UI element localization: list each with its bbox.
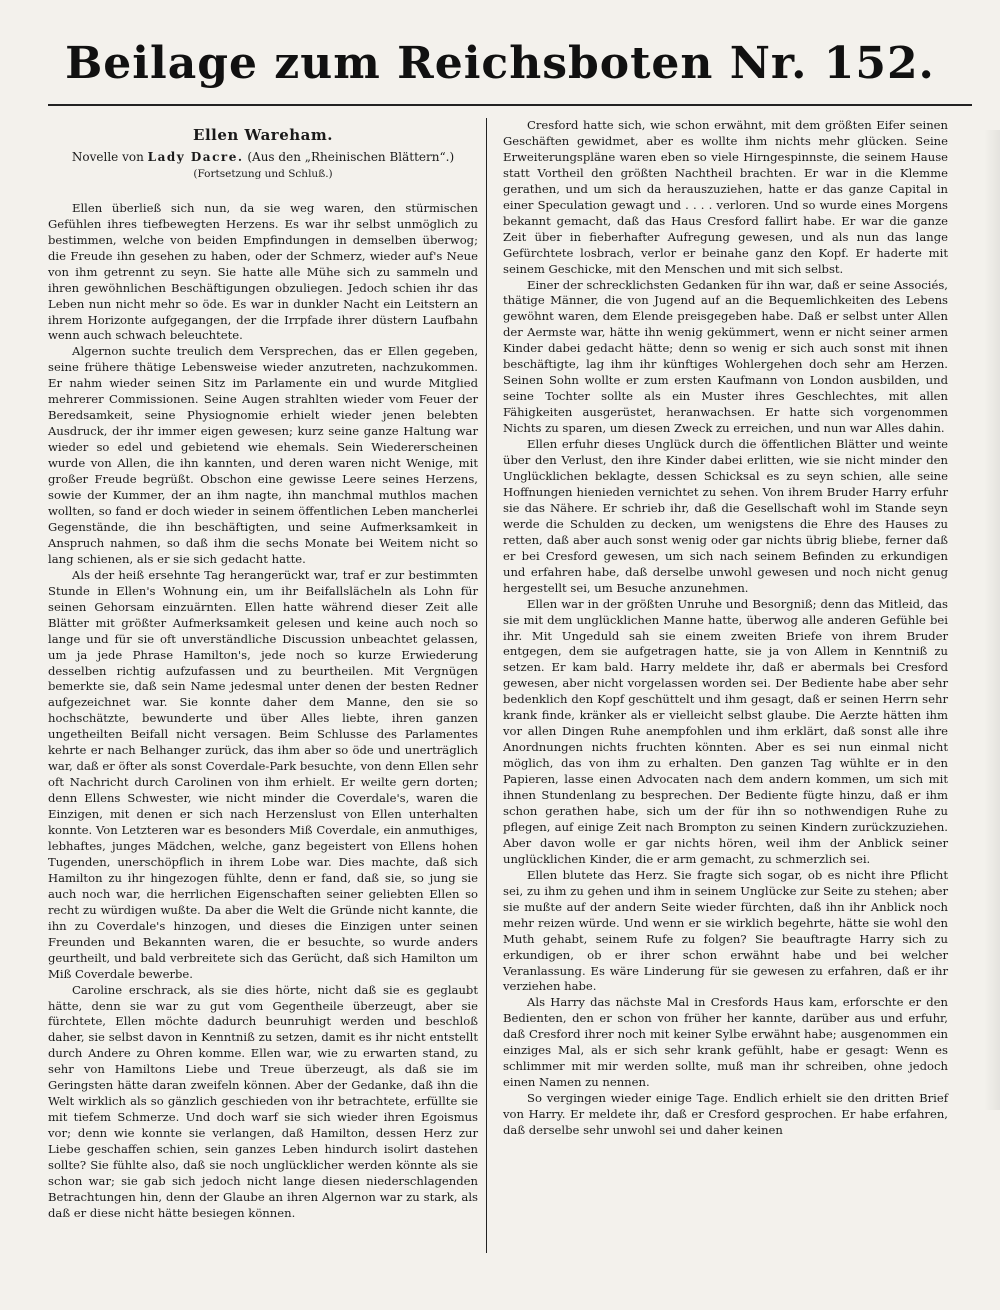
paragraph: Cresford hatte sich, wie schon erwähnt, mit dem größten Eifer seinen Geschäften gewidmet, aber es wollte ihm nichts mehr glücken. Seine Erweiterungspläne waren eben so viele Hirngespinnste, die seinem Hause statt Vortheil den größten Nachtheil brachten. Er war in die Klemme gerathen, und um sich da herauszuziehen, hatte er das ganze Capital in einer Speculation gewagt und . . . . verloren. Und so wurde eines Morgens bekannt gemacht, daß das Haus Cresford fallirt habe. Er war die ganze Zeit über in fieberhafter Aufregung gewesen, und als nun das lange Gefürchtete losbrach, verlor er beinahe ganz den Kopf. Er haderte mit seinem Geschicke, mit den Menschen und mit sich selbst. (503, 118, 948, 276)
paragraph: Caroline erschrack, als sie dies hörte, nicht daß sie es geglaubt hätte, denn sie war zu gut vom Gegentheile überzeugt, aber sie fürchtete, Ellen möchte dadurch beunruhigt werden und beschloß daher, sie selbst davon in Kenntniß zu setzen, damit es ihr nicht entstellt durch Andere zu Ohren komme. Ellen war, wie zu erwarten stand, zu sehr von Hamiltons Liebe und Treue überzeugt, als daß sie im Geringsten hätte daran zweifeln können. Aber der Gedanke, daß ihn die Welt wirklich als so gänzlich geschieden von ihr betrachtete, erfüllte sie mit tiefem Schmerze. Und doch warf sie sich wieder ihren Egoismus vor; denn wie konnte sie verlangen, daß Hamilton, dessen Herz zur Liebe geschaffen schien, sein ganzes Leben hindurch isolirt dastehen sollte? Sie fühlte also, daß sie noch unglücklicher werden könnte als sie schon war; sie gab sich jedoch nicht lange diesen niederschlagenden Betrachtungen hin, denn der Glaube an ihren Algernon war zu stark, als daß er diese nicht hätte besiegen können. (48, 982, 478, 1220)
paragraph: Einer der schrecklichsten Gedanken für ihn war, daß er seine Associés, thätige Männer, die von Jugend auf an die Bequemlichkeiten des Lebens gewöhnt waren, dem Elende preisgegeben habe. Daß er selbst unter Allen der Aermste war, hätte ihn wenig gekümmert, wenn er nicht seiner armen Kinder dabei gedacht hätte; denn so wenig er sich auch sonst mit ihnen beschäftigte, lag ihm ihr künftiges Wohlergehen doch sehr am Herzen. Seinen Sohn wollte er zum ersten Kaufmann von London ausbilden, und seine Tochter sollte als ein Muster ihres Geschlechtes, mit allen Fähigkeiten ausgerüstet, heranwachsen. Er hatte sich vorgenommen Nichts zu sparen, um diesen Zweck zu erreichen, und nun war Alles dahin. (503, 277, 948, 436)
left-column (48, 118, 478, 1222)
column-divider (486, 118, 487, 1253)
paragraph: Als Harry das nächste Mal in Cresfords Haus kam, erforschte er den Bedienten, den er schon von früher her kannte, darüber aus und erfuhr, daß Cresford ihrer noch mit keiner Sylbe erwähnt habe; ausgenommen ein einziges Mal, als er sich sehr krank gefühlt, habe er gesagt: Wenn es schlimmer mit mir werden sollte, muß man ihr schreiben, ohne jedoch einen Namen zu nennen. (503, 995, 948, 1090)
right-column (503, 118, 948, 1139)
story-note: (Fortsetzung und Schluß.) (193, 167, 333, 180)
paragraph: Als der heiß ersehnte Tag herangerückt war, traf er zur bestimmten Stunde in Ellen's Wohnung ein, um ihr Beifallslächeln als Lohn für seinen Gehorsam einzuärnten. Ellen hatte während dieser Zeit alle Blätter mit größter Aufmerksamkeit gelesen und keine auch noch so lange und für sie oft unverständliche Discussion unbeachtet gelassen, um ja jede Phrase Hamilton's, jede noch so kurze Erwiederung desselben richtig aufzufassen und zu beurtheilen. Mit Vergnügen bemerkte sie, daß sein Name jedesmal unter denen der besten Redner aufgezeichnet war. Sie konnte daher dem Manne, den sie so hochschätzte, bewunderte und über Alles liebte, ihren ganzen ungetheilten Beifall nicht versagen. Beim Schlusse des Parlamentes kehrte er nach Belhanger zurück, das ihm aber so öde und unerträglich war, daß er öfter als sonst Coverdale-Park besuchte, von denn Ellen sehr oft Nachricht durch Carolinen von ihm erhielt. Er weilte gern dorten; denn Ellens Schwester, wie nicht minder die Coverdale's, waren die Einzigen, mit denen er sich nach Herzenslust von Ellen unterhalten konnte. Von Letzteren war es besonders Miß Coverdale, ein anmuthiges, lebhaftes, junges Mädchen, welche, ganz begeistert von Ellens hohen Tugenden, unerschöpflich in ihrem Lobe war. Dies machte, daß sich Hamilton zu ihr hingezogen fühlte, denn er fand, daß sie, so jung sie auch noch war, die herrlichen Eigenschaften seiner geliebten Ellen so recht zu würdigen wußte. Da aber die Welt die Gründe nicht kannte, die ihn zu Coverdale's hinzogen, und dieses die Einzigen unter seinen Freunden und Bekannten waren, die er besuchte, so wurde anders geurtheilt, und bald verbreitete sich das Gerücht, daß sich Hamilton um Miß Coverdale bewerbe. (48, 567, 478, 981)
page-title: Beilage zum Reichsboten Nr. 152. (65, 38, 935, 89)
paragraph: Ellen überließ sich nun, da sie weg waren, den stürmischen Gefühlen ihres tiefbewegten Herzens. Es war ihr selbst unmöglich zu bestimmen, welche von beiden Empfindungen in demselben überwog; die Freude ihn gesehen zu haben, oder der Schmerz, wieder auf's Neue von ihm getrennt zu seyn. Sie hatte alle Mühe sich zu sammeln und ihren gewöhnlichen Beschäftigungen obzuliegen. Jedoch schien ihr das Leben nun nicht mehr so öde. Es war in dunkler Nacht ein Leitstern an ihrem Horizonte aufgegangen, der die Irrpfade ihrer düstern Laufbahn wenn auch schwach beleuchtete. (48, 200, 478, 343)
story-author: Lady Dacre. (147, 149, 244, 164)
header-rule (48, 104, 972, 106)
story-subtitle (48, 150, 478, 166)
story-title: Ellen Wareham. (193, 126, 333, 144)
story-source: (Aus den „Rheinischen Blättern“.) (247, 149, 455, 164)
subtitle-prefix: Novelle von (71, 149, 144, 164)
paragraph: Algernon suchte treulich dem Versprechen, das er Ellen gegeben, seine frühere thätige Lebensweise wieder anzutreten, nachzukommen. Er nahm wieder seinen Sitz im Parlamente ein und wurde Mitglied mehrerer Commissionen. Seine Augen strahlten wieder vom Feuer der Beredsamkeit, seine Physiognomie erhielt wieder jenen belebten Ausdruck, der ihr immer eigen gewesen; kurz seine ganze Haltung war wieder so edel und gebietend wie ehemals. Sein Wiedererscheinen wurde von Allen, die ihn kannten, und deren waren nicht Wenige, mit großer Freude begrüßt. Obschon eine gewisse Leere seines Herzens, sowie der Kummer, der an ihm nagte, ihn manchmal muthlos machen wollten, so fand er doch wieder in seinem öffentlichen Leben mancherlei Gegenstände, die ihn beschäftigten, und seine Aufmerksamkeit in Anspruch nahmen, so daß ihm die sechs Monate bei Weitem nicht so lang schienen, als er sie sich gedacht hatte. (48, 344, 478, 566)
page-edge-shadow (984, 130, 1000, 1110)
paragraph: Ellen blutete das Herz. Sie fragte sich sogar, ob es nicht ihre Pflicht sei, zu ihm zu gehen und ihm in seinem Unglücke zur Seite zu stehen; aber sie mußte auf der andern Seite wieder fürchten, daß ihn ihr Anblick noch mehr reizen würde. Und wenn er sie wirklich begehrte, hätte sie wohl den Muth gehabt, seinem Rufe zu folgen? Sie beauftragte Harry sich zu erkundigen, ob er ihrer schon erwähnt habe und bei welcher Veranlassung. Es wäre Linderung für sie gewesen zu erfahren, daß er ihr verziehen habe. (503, 867, 948, 994)
paragraph: Ellen war in der größten Unruhe und Besorgniß; denn das Mitleid, das sie mit dem unglücklichen Manne hatte, überwog alle anderen Gefühle bei ihr. Mit Ungeduld sah sie einem zweiten Briefe von ihrem Bruder entgegen, dem sie aufgetragen hatte, sie ja von Allem in Kenntniß zu setzen. Er kam bald. Harry meldete ihr, daß er abermals bei Cresford gewesen, aber nicht vorgelassen worden sei. Der Bediente habe aber sehr bedenklich den Kopf geschüttelt und ihm gesagt, daß er seinen Herrn sehr krank finde, kränker als er vielleicht selbst glaube. Die Aerzte hätten ihm vor allen Dingen Ruhe anempfohlen und ihm erklärt, daß sonst alle ihre Anordnungen nichts fruchten könnten. Aber es sei nun einmal nicht möglich, das von ihm zu erhalten. Den ganzen Tag wühlte er in den Papieren, lasse einen Advocaten nach dem andern kommen, um sich mit ihnen Stundenlang zu besprechen. Der Bediente fügte hinzu, daß er ihm schon gerathen habe, sich um der für ihn so nothwendigen Ruhe zu pflegen, auf einige Zeit nach Brompton zu seinen Kindern zurückzuziehen. Aber davon wolle er gar nichts hören, weil ihm der Anblick seiner unglücklichen Kinder, die er arm gemacht, zu schmerzlich sei. (503, 596, 948, 866)
paragraph: Ellen erfuhr dieses Unglück durch die öffentlichen Blätter und weinte über den Verlust, den ihre Kinder dabei erlitten, wie sie nicht minder den Unglücklichen beklagte, dessen Schicksal es zu seyn schien, alle seine Hoffnungen hienieden vernichtet zu sehen. Von ihrem Bruder Harry erfuhr sie das Nähere. Er schrieb ihr, daß die Gesellschaft wohl im Stande seyn werde die Schulden zu decken, um wenigstens die Ehre des Hauses zu retten, daß aber auch sonst wenig oder gar nichts übrig bliebe, ferner daß er bei Cresford gewesen, um sich nach seinem Befinden zu erkundigen und erfahren habe, daß derselbe unwohl gewesen und noch nicht genug hergestellt sei, um Besuche anzunehmen. (503, 437, 948, 595)
paragraph: So vergingen wieder einige Tage. Endlich erhielt sie den dritten Brief von Harry. Er meldete ihr, daß er Cresford gesprochen. Er habe erfahren, daß derselbe sehr unwohl sei und daher keinen (503, 1091, 948, 1138)
